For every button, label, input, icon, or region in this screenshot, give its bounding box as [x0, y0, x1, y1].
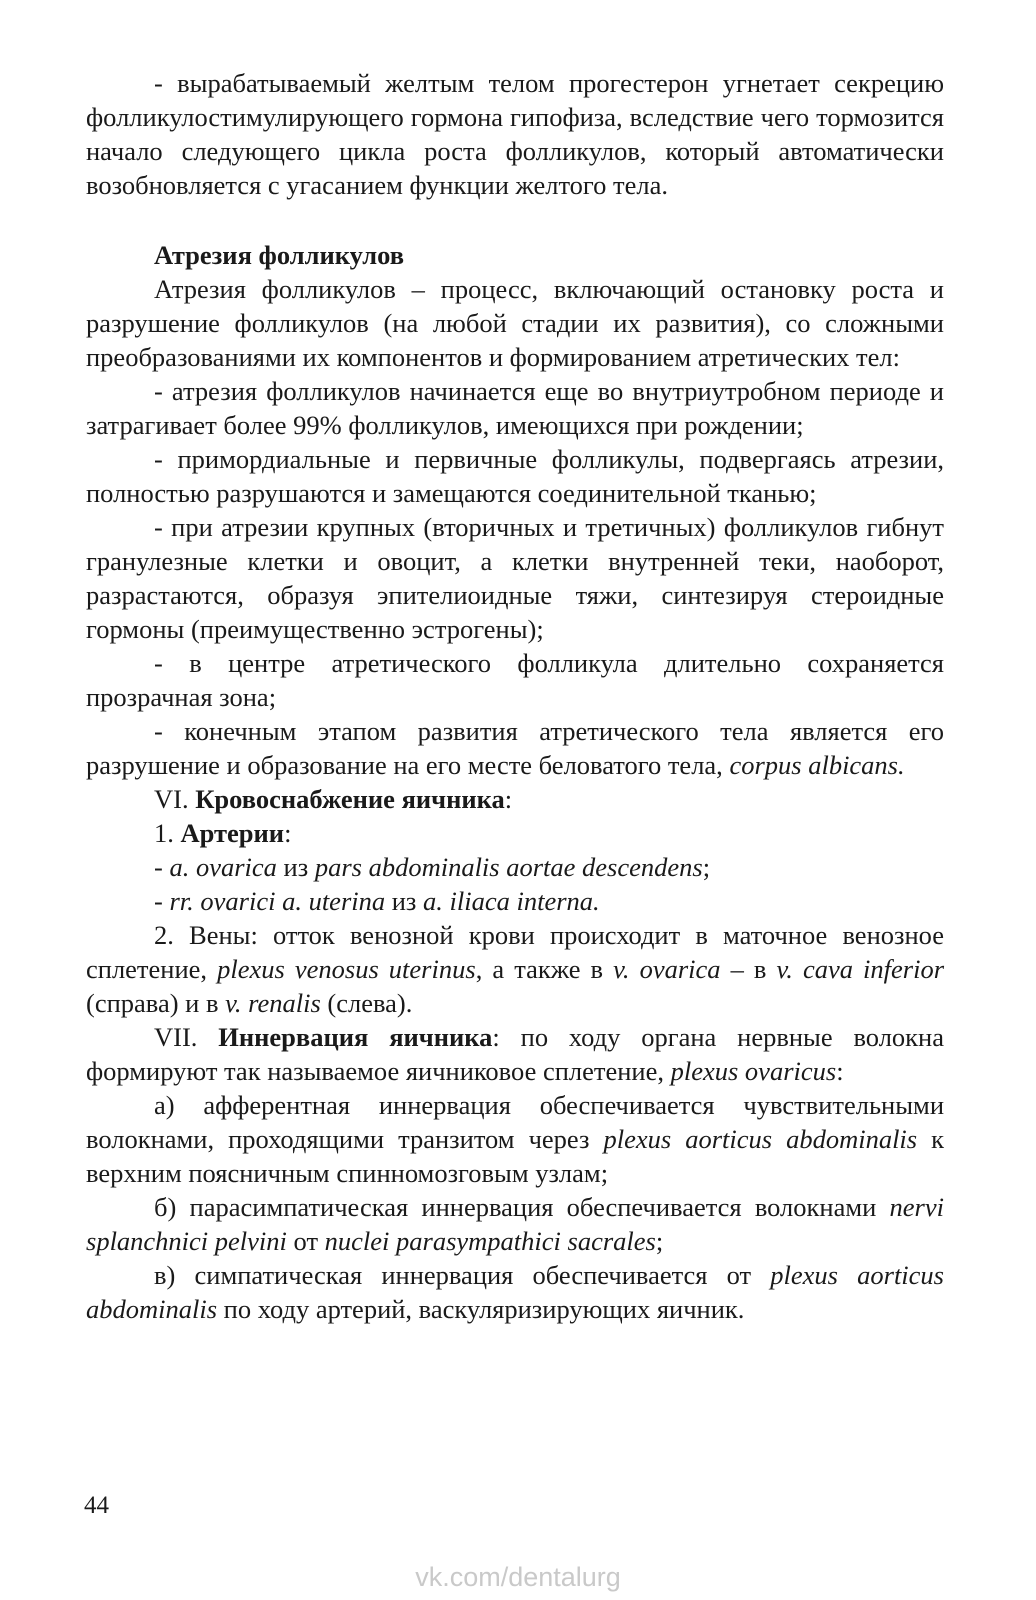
paragraph-atresia-large-follicles: - при атрезии крупных (вторичных и третичных) фолликулов гибнут гранулезные клетки и овоцит, а клетки внутренней теки, наоборот, разрастаются, образуя эпителиоидные тяжи, синтезируя стероидные гормоны (преимущественно эстрогены); — [86, 512, 944, 644]
paragraph-innervation-sympathetic: в) симпатическая иннервация обеспечивается от plexus aorticus abdominalis по ходу артерий, васкуляризирующих яичник. — [86, 1260, 944, 1324]
paragraph-atresia-final-stage: - конечным этапом развития атретического тела является его разрушение и образование на его месте беловатого тела, corpus albicans. — [86, 716, 944, 780]
paragraph-atresia-definition: Атрезия фолликулов – процесс, включающий остановку роста и разрушение фолликулов (на любой стадии их развития), со сложными преобразованиями их компонентов и формированием атретических тел: — [86, 274, 944, 372]
paragraph-atresia-zona: - в центре атретического фолликула длительно сохраняется прозрачная зона; — [86, 648, 944, 712]
page-number: 44 — [84, 1492, 109, 1519]
paragraph-innervation-parasympathetic: б) парасимпатическая иннервация обеспечивается волокнами nervi splanchnici pelvini от nuclei parasympathici sacrales; — [86, 1192, 944, 1256]
paragraph-veins: 2. Вены: отток венозной крови происходит в маточное венозное сплетение, plexus venosus uterinus, а также в v. ovarica – в v. cava inferior (справа) и в v. renalis (слева). — [86, 920, 945, 1018]
subheading-arteries: 1. Артерии: — [154, 818, 292, 848]
paragraph-innervation-afferent: а) афферентная иннервация обеспечивается чувствительными волокнами, проходящими транзитом через plexus aorticus abdominalis к верхним поясничным спинномозговым узлам; — [86, 1090, 944, 1188]
paragraph-progesterone: - вырабатываемый желтым телом прогестерон угнетает секрецию фолликулостимулирующего гормона гипофиза, вследствие чего тормозится начало следующего цикла роста фолликулов, который автоматически возобновляется с угасанием функции желтого тела. — [86, 68, 944, 200]
watermark: vk.com/dentalurg — [415, 1562, 621, 1592]
page-text — [86, 66, 944, 1326]
section-heading-innervation: VII. Иннервация яичника: по ходу органа нервные волокна формируют так называемое яичниковое сплетение, plexus ovaricus: — [86, 1022, 944, 1086]
artery-item-ovarica: - a. ovarica из pars abdominalis aortae descendens; — [154, 852, 711, 882]
section-heading-blood-supply: VI. Кровоснабжение яичника: — [154, 784, 513, 814]
section-heading-atresia: Атрезия фолликулов — [154, 240, 405, 270]
paragraph-atresia-prenatal: - атрезия фолликулов начинается еще во внутриутробном периоде и затрагивает более 99% фолликулов, имеющихся при рождении; — [86, 376, 944, 440]
artery-item-uterina: - rr. ovarici a. uterina из a. iliaca interna. — [154, 886, 600, 916]
paragraph-atresia-primordial: - примордиальные и первичные фолликулы, подвергаясь атрезии, полностью разрушаются и замещаются соединительной тканью; — [86, 444, 944, 508]
